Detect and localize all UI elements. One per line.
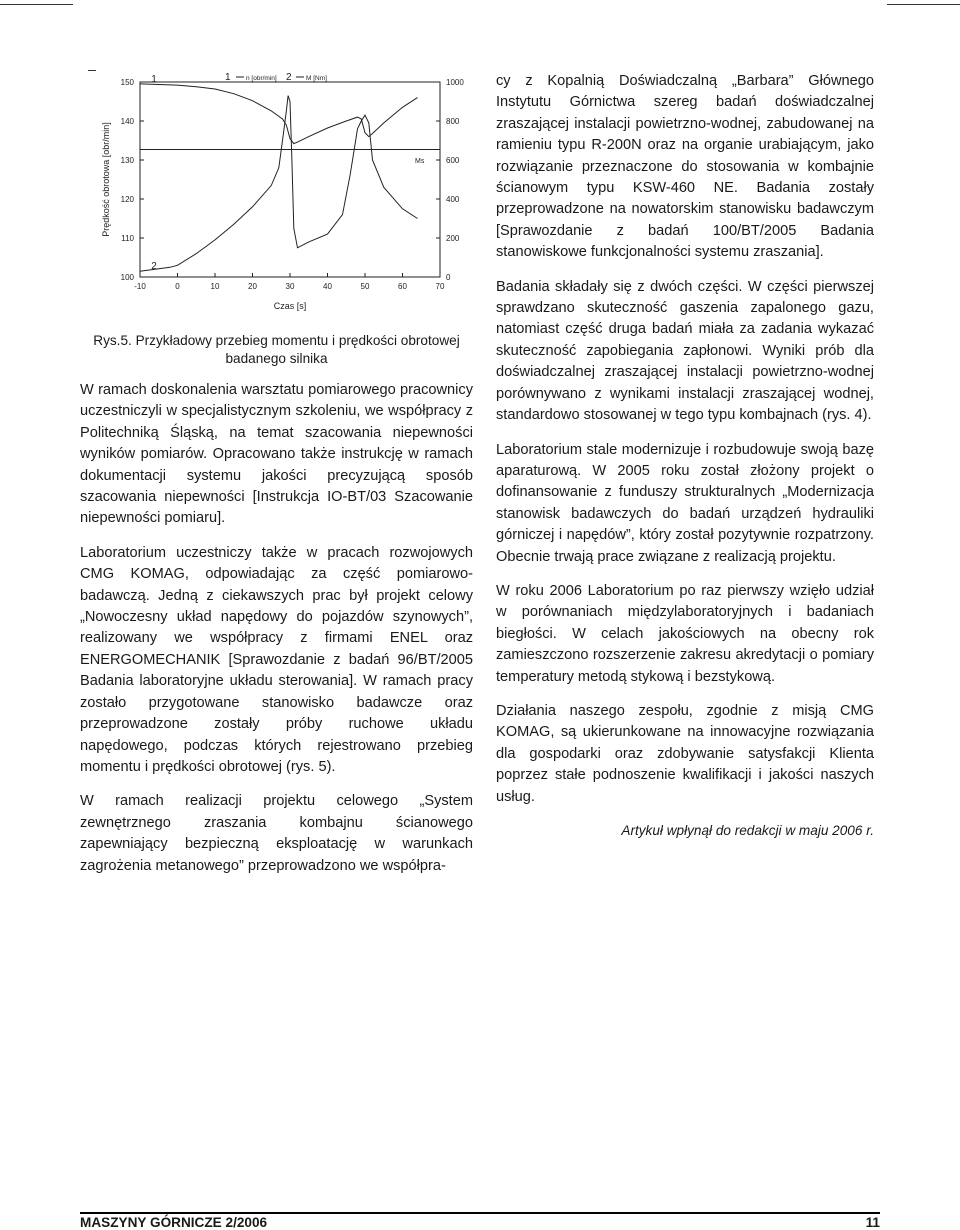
- y2-tick-label: 1000: [446, 78, 464, 87]
- crop-mark-right: [887, 4, 960, 5]
- x-tick-label: 40: [323, 282, 332, 291]
- speed-torque-chart: [95, 62, 485, 324]
- y-axis-label: Prędkość obrotowa [obr/min]: [101, 122, 111, 237]
- y2-tick-label: 600: [446, 156, 460, 165]
- paragraph: Badania składały się z dwóch części. W części pierwszej sprawdzano skuteczność gaszenia zapalonego gazu, natomiast część druga badań miała za zadania wykazać skuteczność zapobiegania zapłonowi. Wyniki prób dla doświadczalnej zraszającej instalacji powietrzno-wodnej porównywano z wynikami instalacji zraszającej wodnej, standardowo stosowanej w tego typu kombajnach (rys. 4).: [496, 278, 874, 424]
- y2-tick-label: 0: [446, 273, 451, 282]
- y2-tick-label: 400: [446, 195, 460, 204]
- x-tick-label: 70: [435, 282, 445, 291]
- y-tick-label: 150: [120, 78, 134, 87]
- paragraph: Laboratorium stale modernizuje i rozbudowuje swoją bazę aparaturową. W 2005 roku został złożony projekt o dofinansowanie z funduszy strukturalnych „Modernizacja stanowisk badawczych do badań urządzeń hydrauliki górniczej i napędów”, który został pozytywnie rozpatrzony. Obecnie trwają prace związane z realizacją projektu.: [496, 441, 874, 565]
- legend-marker: 1: [225, 72, 231, 83]
- page-number: 11: [865, 1215, 880, 1230]
- figure-label: Rys.5.: [93, 333, 132, 348]
- footer-rule: [80, 1212, 880, 1214]
- x-tick-label: 30: [285, 282, 295, 291]
- legend-label: n [obr/min]: [246, 75, 277, 82]
- y-tick-label: 100: [120, 273, 134, 282]
- y-tick-label: 140: [120, 117, 134, 126]
- y-tick-label: 110: [121, 234, 134, 243]
- x-tick-label: 10: [210, 282, 220, 291]
- torque-series-line: [140, 96, 418, 272]
- x-tick-label: 50: [360, 282, 370, 291]
- speed-curve-label: 1: [151, 73, 157, 85]
- x-tick-label: -10: [134, 282, 146, 291]
- paragraph: W ramach realizacji projektu celowego „System zewnętrznego zraszania kombajnu ścianowego zapewniający bezpieczną eksploatację w warunkach zagrożenia metanowego” przeprowadzono we współpra-: [80, 793, 473, 874]
- x-tick-label: 60: [398, 282, 407, 291]
- right-column: [496, 71, 874, 840]
- y-tick-label: 120: [120, 195, 134, 204]
- x-tick-label: 0: [175, 282, 180, 291]
- paragraph: Laboratorium uczestniczy także w pracach rozwojowych CMG KOMAG, odpowiadając za część pomiarowo-badawczą. Jedną z ciekawszych prac był projekt celowy „Nowoczesny układ napędowy do pojazdów szynowych”, realizowany we współpracy z firmami ENEL oraz ENERGOMECHANIK [Sprawozdanie z badań 96/BT/2005 Badania laboratoryjne układu sterowania]. W ramach pracy zostało przygotowane stanowisko badawcze oraz przeprowadzone zostały próby ruchowe układu napędowego, podczas których rejestrowano przebieg momentu i prędkości obrotowej (rys. 5).: [80, 544, 473, 775]
- paragraph: W roku 2006 Laboratorium po raz pierwszy wzięło udział w porównaniach międzylaboratoryjnych i badaniach biegłości. W celach jakościowych na obecny rok zamieszczono rozszerzenie zakresu akredytacji o pomiary temperatury metodą stykową i bezstykową.: [496, 582, 874, 685]
- legend-label: M [Nm]: [306, 75, 327, 82]
- left-column: [80, 380, 473, 877]
- y2-tick-label: 800: [446, 117, 460, 126]
- y-tick-label: 130: [120, 156, 134, 165]
- article-received-note: Artykuł wpłynął do redakcji w maju 2006 r.: [621, 823, 874, 838]
- paragraph: Działania naszego zespołu, zgodnie z misją CMG KOMAG, są ukierunkowane na innowacyjne rozwiązania dla gospodarki oraz zdobywanie satysfakcji Klienta poprzez stałe podnoszenie kwalifikacji i jakości naszych usług.: [496, 702, 874, 805]
- chart-annotation: Ms: [415, 158, 425, 165]
- journal-title: MASZYNY GÓRNICZE 2/2006: [80, 1215, 268, 1230]
- y2-tick-label: 200: [446, 234, 460, 243]
- x-tick-label: 20: [248, 282, 257, 291]
- crop-mark-left: [0, 4, 73, 5]
- paragraph: W ramach doskonalenia warsztatu pomiarowego pracownicy uczestniczyli w specjalistycznym szkoleniu, we współpracy z Politechniką Śląską, na temat szacowania niepewności wyników pomiarów. Opracowano także instrukcję w ramach dokumentacji systemu jakości precyzującą sposób szacowania niepewności [Instrukcja IO-BT/03 Szacowanie niepewności pomiaru].: [80, 382, 473, 527]
- paragraph: cy z Kopalnią Doświadczalną „Barbara” Głównego Instytutu Górnictwa szereg badań doświadczalnej zraszającej instalacji powietrzno-wodnej, zabudowanej na ramieniu typu R-200N oraz na organie urabiającym, jako rozwiązanie przeznaczone do stosowania w kombajnie ścianowym typu KSW-460 NE. Badania zostały przeprowadzone na nowatorskim stanowisku badawczym [Sprawozdanie z badań 100/BT/2005 Badania stanowiskowe funkcjonalności systemu zraszania].: [496, 73, 874, 261]
- figure-caption-text: Przykładowy przebieg momentu i prędkości obrotowej badanego silnika: [135, 333, 460, 366]
- speed-series-line: [140, 84, 418, 144]
- torque-curve-label: 2: [151, 261, 157, 273]
- figure-caption: [80, 332, 473, 368]
- x-axis-label: Czas [s]: [273, 301, 307, 311]
- legend-marker: 2: [286, 72, 292, 83]
